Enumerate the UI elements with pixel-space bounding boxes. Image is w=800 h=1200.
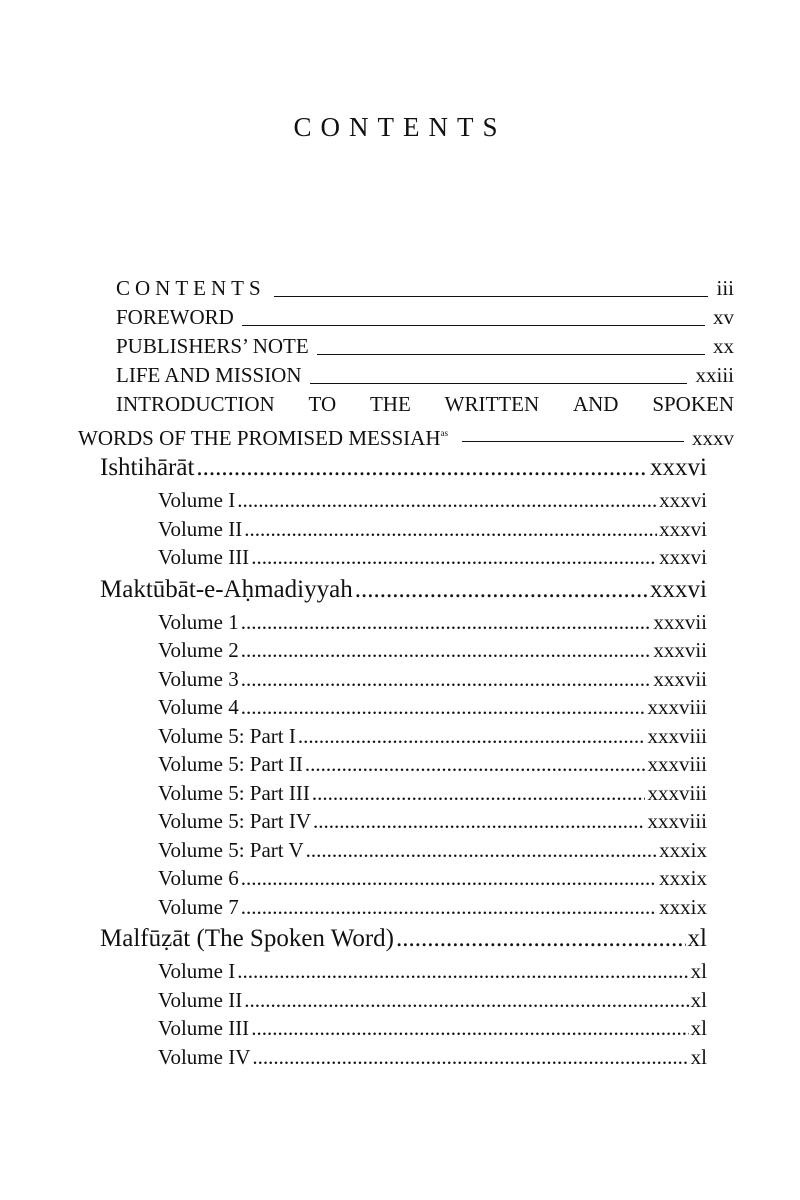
intro-word: TO xyxy=(308,392,337,416)
dot-leader xyxy=(237,957,688,986)
toc-volume-entry[interactable] xyxy=(158,1014,707,1043)
toc-volume-entry[interactable] xyxy=(158,486,707,515)
volume-label: Volume 5: Part IV xyxy=(158,809,312,833)
toc-entry-label: PUBLISHERS’ NOTE xyxy=(116,334,309,358)
volume-page: xxxvi xyxy=(659,488,707,512)
volume-label: Volume IV xyxy=(158,1044,251,1069)
toc-section-maktubat[interactable] xyxy=(100,572,707,608)
section-page: xxxvi xyxy=(650,575,707,603)
intro-word: AND xyxy=(572,392,619,416)
toc-entry-foreword[interactable] xyxy=(78,303,734,332)
dot-leader xyxy=(313,807,645,836)
volume-page: xxxviii xyxy=(647,752,707,776)
volume-page: xxxviii xyxy=(647,695,707,719)
toc-volume-entry[interactable] xyxy=(158,543,707,572)
section-page: xl xyxy=(687,925,707,952)
toc-volume-entry[interactable] xyxy=(158,864,707,893)
dot-leader xyxy=(298,722,646,751)
section-page: xxxvi xyxy=(650,454,707,481)
section-title: Ishtihārāt xyxy=(100,454,195,481)
intro-word: INTRODUCTION xyxy=(116,392,275,416)
dot-leader xyxy=(196,450,648,486)
toc-entry-publishers-note[interactable] xyxy=(78,332,734,361)
toc-volume-entry[interactable] xyxy=(158,515,707,544)
volume-page: xl xyxy=(690,1044,707,1069)
dot-leader xyxy=(241,665,652,694)
toc-entry-introduction-line1[interactable] xyxy=(78,390,734,419)
dot-leader xyxy=(241,608,652,637)
intro-word: SPOKEN xyxy=(652,392,734,416)
dot-leader xyxy=(241,893,657,922)
toc-entry-life-and-mission[interactable] xyxy=(78,361,734,390)
dot-leader xyxy=(251,1014,688,1043)
dot-leader xyxy=(306,836,658,865)
dot-leader xyxy=(312,779,646,808)
dot-leader xyxy=(244,515,657,544)
toc-volume-entry[interactable] xyxy=(158,779,707,808)
toc-entry-page: iii xyxy=(716,276,734,300)
toc-section-malfuzat[interactable] xyxy=(100,921,707,957)
front-matter-list xyxy=(78,274,734,448)
dot-leader xyxy=(244,986,688,1015)
toc-volume-entry[interactable] xyxy=(158,986,707,1015)
toc-entry-page: xxxv xyxy=(692,426,734,450)
volume-page: xxxvii xyxy=(653,638,707,662)
toc-sections xyxy=(0,450,800,1071)
volume-label: Volume 2 xyxy=(158,638,239,662)
volume-label: Volume 6 xyxy=(158,866,239,890)
dot-leader xyxy=(241,636,652,665)
dot-leader xyxy=(355,572,648,608)
volume-page: xxxix xyxy=(659,837,707,862)
toc-entry-introduction-line2[interactable] xyxy=(78,419,734,448)
volume-label: Volume 3 xyxy=(158,666,239,691)
toc-entry-label: CONTENTS xyxy=(116,276,266,300)
volume-page: xxxvii xyxy=(653,609,707,634)
volume-label: Volume 5: Part I xyxy=(158,723,296,748)
volume-page: xxxviii xyxy=(647,809,707,833)
toc-entry-label xyxy=(78,419,448,453)
volume-page: xl xyxy=(690,987,707,1012)
dot-leader xyxy=(237,486,657,515)
intro-word: WRITTEN xyxy=(444,392,540,416)
volume-label: Volume III xyxy=(158,545,250,569)
volume-label: Volume 4 xyxy=(158,695,239,719)
volume-page: xxxviii xyxy=(647,780,707,805)
honorific-superscript: as xyxy=(440,428,448,438)
leader-rule xyxy=(310,383,688,384)
page-title: CONTENTS xyxy=(293,112,507,142)
volume-label: Volume 5: Part III xyxy=(158,780,310,805)
intro-line2-text: WORDS OF THE PROMISED MESSIAH xyxy=(78,426,441,450)
toc-volume-entry[interactable] xyxy=(158,750,707,779)
volume-page: xxxvi xyxy=(659,516,707,541)
leader-rule xyxy=(274,296,709,297)
toc-volume-entry[interactable] xyxy=(158,836,707,865)
volume-label: Volume II xyxy=(158,516,243,541)
volume-page: xl xyxy=(690,959,707,983)
toc-section-ishtiharat[interactable] xyxy=(100,450,707,486)
volume-label: Volume 5: Part II xyxy=(158,752,303,776)
volume-page: xxxvii xyxy=(653,666,707,691)
toc-volume-entry[interactable] xyxy=(158,665,707,694)
volume-page: xl xyxy=(690,1016,707,1040)
volume-label: Volume II xyxy=(158,987,243,1012)
dot-leader xyxy=(252,1043,688,1072)
toc-volume-entry[interactable] xyxy=(158,693,707,722)
volume-label: Volume III xyxy=(158,1016,250,1040)
leader-rule xyxy=(462,441,684,442)
volume-label: Volume 1 xyxy=(158,609,239,634)
toc-entry-contents[interactable] xyxy=(78,274,734,303)
toc-volume-entry[interactable] xyxy=(158,957,707,986)
toc-volume-entry[interactable] xyxy=(158,1043,707,1072)
volume-page: xxxvi xyxy=(659,545,707,569)
toc-entry-page: xxiii xyxy=(695,363,734,387)
leader-rule xyxy=(242,325,705,326)
toc-entry-label: FOREWORD xyxy=(116,305,234,329)
toc-volume-entry[interactable] xyxy=(158,608,707,637)
volume-page: xxxix xyxy=(659,894,707,919)
leader-rule xyxy=(317,354,705,355)
dot-leader xyxy=(251,543,657,572)
toc-entry-page: xx xyxy=(713,334,734,358)
dot-leader xyxy=(396,921,686,957)
toc-volume-entry[interactable] xyxy=(158,722,707,751)
section-title: Malfūẓāt (The Spoken Word) xyxy=(100,925,394,952)
volume-page: xxxix xyxy=(659,866,707,890)
dot-leader xyxy=(241,693,646,722)
toc-entry-page: xv xyxy=(713,305,734,329)
volume-label: Volume I xyxy=(158,959,236,983)
volume-label: Volume 5: Part V xyxy=(158,837,304,862)
volume-page: xxxviii xyxy=(647,723,707,748)
toc-volume-entry[interactable] xyxy=(158,893,707,922)
toc-volume-entry[interactable] xyxy=(158,636,707,665)
section-title: Maktūbāt-e-Aḥmadiyyah xyxy=(100,575,353,603)
volume-label: Volume I xyxy=(158,488,236,512)
toc-entry-label: LIFE AND MISSION xyxy=(116,363,302,387)
intro-word: THE xyxy=(369,392,411,416)
volume-label: Volume 7 xyxy=(158,894,239,919)
dot-leader xyxy=(241,864,657,893)
toc-volume-entry[interactable] xyxy=(158,807,707,836)
dot-leader xyxy=(305,750,646,779)
